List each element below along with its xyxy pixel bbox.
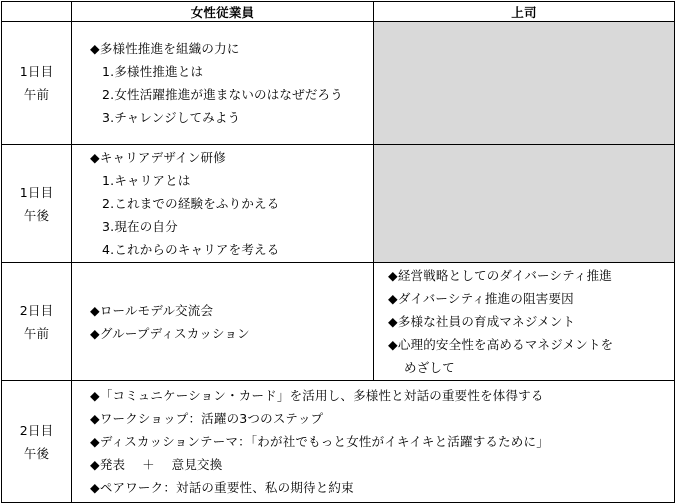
period-label: 午前: [23, 325, 50, 341]
list-item: 3.チャレンジしてみよう: [102, 110, 241, 125]
list-item: ◆キャリアデザイン研修: [90, 150, 226, 165]
list-item: 4.これからのキャリアを考える: [102, 242, 280, 257]
header-boss: 上司: [374, 2, 675, 22]
list-item: ◆多様性推進を組織の力に: [90, 41, 240, 56]
day-label: 2日目: [19, 422, 54, 438]
list-item: ◆経営戦略としてのダイバーシティ推進: [388, 268, 612, 283]
list-item: 3.現在の自分: [102, 219, 178, 234]
header-row: [2, 2, 675, 22]
list-item: ◆ダイバーシティ推進の阻害要因: [388, 291, 574, 306]
list-item: ◆心理的安全性を高めるマネジメントを: [388, 337, 614, 352]
list-item: ◆多様な社員の育成マネジメント: [388, 314, 576, 329]
list-item: 1.キャリアとは: [102, 173, 191, 188]
list-item: 2.女性活躍推進が進まないのはなぜだろう: [102, 87, 343, 102]
period-label: 午後: [23, 445, 50, 461]
training-schedule-table: [1, 1, 675, 503]
employee-content: [72, 22, 374, 145]
day-label: 2日目: [19, 302, 54, 318]
list-item: ◆ディスカッションテーマ：「わが社でもっと女性がイキイキと活躍するために」: [90, 434, 549, 449]
list-item: ◆グループディスカッション: [90, 325, 250, 341]
period-label: 午後: [23, 207, 50, 223]
day-label: 1日目: [19, 184, 54, 200]
day-cell: [2, 381, 72, 503]
employee-content: [72, 263, 374, 381]
joint-content: [72, 381, 675, 503]
header-day: [2, 2, 72, 22]
boss-content: [374, 263, 675, 381]
table-row: [2, 381, 675, 503]
period-label: 午前: [23, 87, 50, 102]
list-item: ◆ワークショップ：活躍の3つのステップ: [90, 411, 324, 426]
list-item: ◆発表 ＋ 意見交換: [90, 457, 223, 472]
table-row: [2, 263, 675, 381]
table-row: [2, 22, 675, 145]
list-item: 1.多様性推進とは: [102, 64, 204, 79]
header-female-employees: 女性従業員: [72, 2, 374, 22]
boss-empty-cell: [374, 22, 675, 145]
day-label: 1日目: [19, 64, 54, 79]
list-item-continuation: めざして: [404, 360, 455, 375]
list-item: ◆ペアワーク：対話の重要性、私の期待と約束: [90, 480, 354, 495]
list-item: ◆「コミュニケーション・カード」を活用し、多様性と対話の重要性を体得する: [90, 388, 544, 403]
table-row: [2, 145, 675, 263]
list-item: ◆ロールモデル交流会: [90, 302, 214, 318]
day-cell: [2, 263, 72, 381]
list-item: 2.これまでの経験をふりかえる: [102, 196, 280, 211]
employee-content: [72, 145, 374, 263]
day-cell: [2, 145, 72, 263]
day-cell: [2, 22, 72, 145]
boss-empty-cell: [374, 145, 675, 263]
